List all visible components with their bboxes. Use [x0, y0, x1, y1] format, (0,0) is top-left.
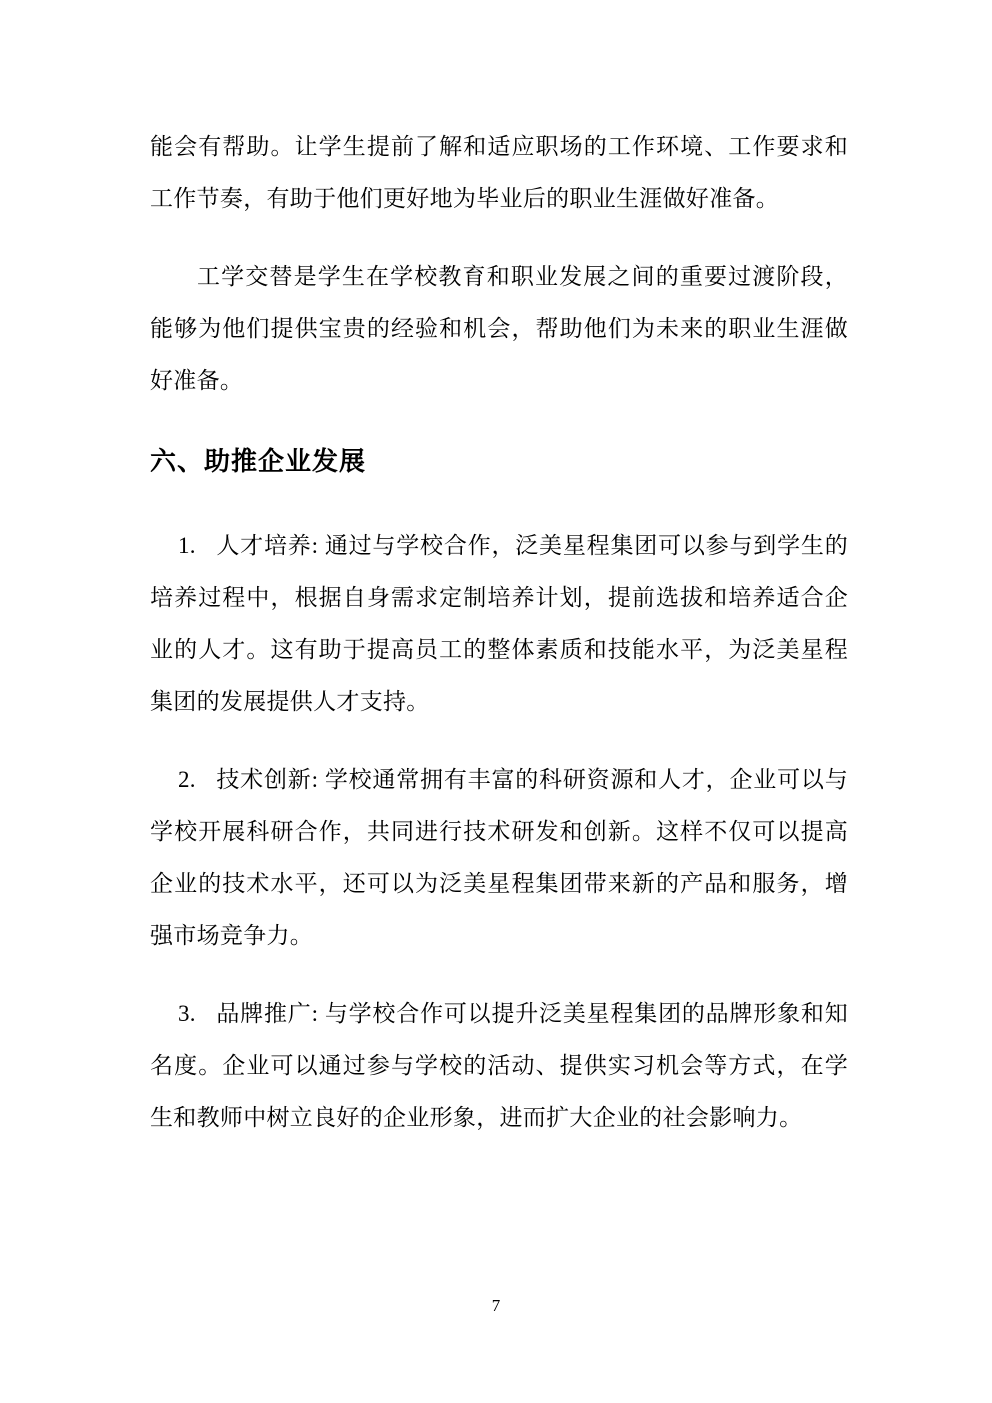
- item-2-text: 技术创新: 学校通常拥有丰富的科研资源和人才，企业可以与学校开展科研合作，共同进行技术研发和创新。这样不仅可以提高企业的技术水平，还可以为泛美星程集团带来新的产品和服务，增强市场竞争力。: [150, 767, 848, 948]
- item-2-number: 2.: [178, 767, 196, 792]
- page-footer: [0, 1294, 992, 1318]
- paragraph-transition: 工学交替是学生在学校教育和职业发展之间的重要过渡阶段，能够为他们提供宝贵的经验和机会，帮助他们为未来的职业生涯做好准备。: [150, 264, 848, 393]
- paragraph-continuation: 能会有帮助。让学生提前了解和适应职场的工作环境、工作要求和工作节奏，有助于他们更好地为毕业后的职业生涯做好准备。: [150, 134, 848, 211]
- numbered-item-3: [150, 988, 848, 1144]
- item-3-number: 3.: [178, 1001, 196, 1026]
- item-1-text: 人才培养: 通过与学校合作，泛美星程集团可以参与到学生的培养过程中，根据自身需求定制培养计划，提前选拔和培养适合企业的人才。这有助于提高员工的整体素质和技能水平，为泛美星程集团的发展提供人才支持。: [150, 533, 848, 714]
- numbered-item-1: [150, 520, 848, 728]
- page-number: 7: [491, 1296, 501, 1315]
- item-3-text: 品牌推广: 与学校合作可以提升泛美星程集团的品牌形象和知名度。企业可以通过参与学校的活动、提供实习机会等方式，在学生和教师中树立良好的企业形象，进而扩大企业的社会影响力。: [150, 1001, 848, 1130]
- section-heading: 六、助推企业发展: [150, 446, 367, 476]
- item-1-number: 1.: [178, 533, 196, 558]
- numbered-item-2: [150, 754, 848, 962]
